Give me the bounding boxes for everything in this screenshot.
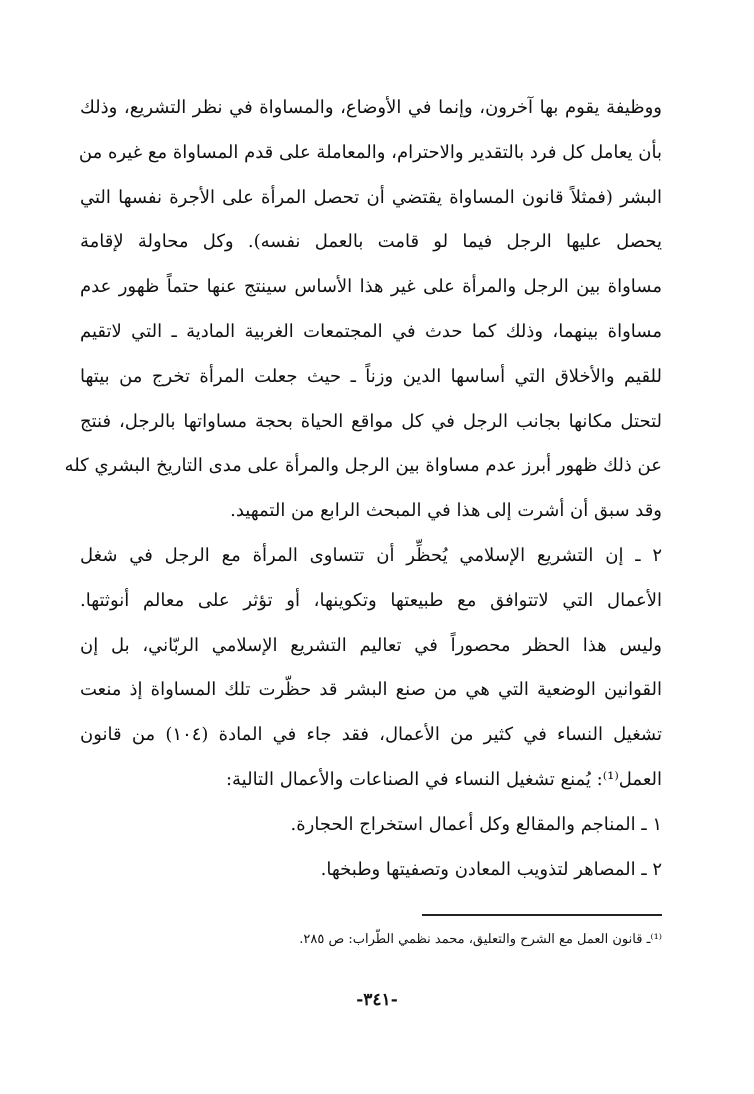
text-line: يحصل عليها الرجل فيما لو قامت بالعمل نفسه). وكل محاولة لإقامة bbox=[80, 231, 662, 253]
text-line: الأعمال التي لاتتوافق مع طبيعتها وتكوينها، أو تؤثر على معالم أنوثتها. bbox=[80, 589, 662, 611]
body-text bbox=[64, 86, 662, 892]
text-line: ٢ ـ إن التشريع الإسلامي يُحظِّر أن تتساوى المرأة مع الرجل في شغل bbox=[80, 544, 662, 566]
text-line: تشغيل النساء في كثير من الأعمال، فقد جاء في المادة (١٠٤) من قانون bbox=[80, 724, 662, 746]
page-number: -٣٤١- bbox=[356, 990, 398, 1010]
text-line: ووظيفة يقوم بها آخرون، وإنما في الأوضاع، والمساواة في نظر التشريع، وذلك bbox=[80, 97, 662, 118]
text-line: للقيم والأخلاق التي أساسها الدين وزناً ـ حيث جعلت المرأة تخرج من بيتها bbox=[80, 365, 662, 387]
text-line: وقد سبق أن أشرت إلى هذا في المبحث الرابع من التمهيد. bbox=[230, 500, 662, 522]
text-line: القوانين الوضعية التي هي من صنع البشر قد حظّرت تلك المساواة إذ منعت bbox=[80, 679, 662, 701]
text-line: مساواة بينهما، وذلك كما حدث في المجتمعات الغربية المادية ـ التي لاتقيم bbox=[80, 320, 662, 342]
text-line: العمل⁽¹⁾: يُمنع تشغيل النساء في الصناعات والأعمال التالية: bbox=[225, 768, 662, 790]
list-item: ١ ـ المناجم والمقالع وكل أعمال استخراج الحجارة. bbox=[290, 813, 662, 835]
text-line: بأن يعامل كل فرد بالتقدير والاحترام، والمعاملة على قدم المساواة مع غيره من bbox=[78, 141, 662, 163]
list-item: ٢ ـ المصاهر لتذويب المعادن وتصفيتها وطبخها. bbox=[320, 858, 662, 880]
text-line: مساواة بين الرجل والمرأة على غير هذا الأساس سينتج عنها حتماً ظهور عدم bbox=[80, 276, 662, 298]
text-line: عن ذلك ظهور أبرز عدم مساواة بين الرجل والمرأة على مدى التاريخ البشري كله bbox=[64, 455, 662, 477]
text-line: وليس هذا الحظر محصوراً في تعاليم التشريع الإسلامي الربّاني، بل إن bbox=[80, 634, 662, 656]
footnote: ⁽¹⁾ـ قانون العمل مع الشرح والتعليق، محمد نظمي الطّراب: ص ٢٨٥. bbox=[299, 932, 662, 947]
text-line: البشر (فمثلاً قانون المساواة يقتضي أن تحصل المرأة على الأجرة نفسها التي bbox=[80, 186, 662, 208]
footnote-divider bbox=[422, 914, 662, 916]
text-line: لتحتل مكانها بجانب الرجل في كل مواقع الحياة بحجة مساواتها بالرجل، فنتج bbox=[80, 410, 662, 432]
